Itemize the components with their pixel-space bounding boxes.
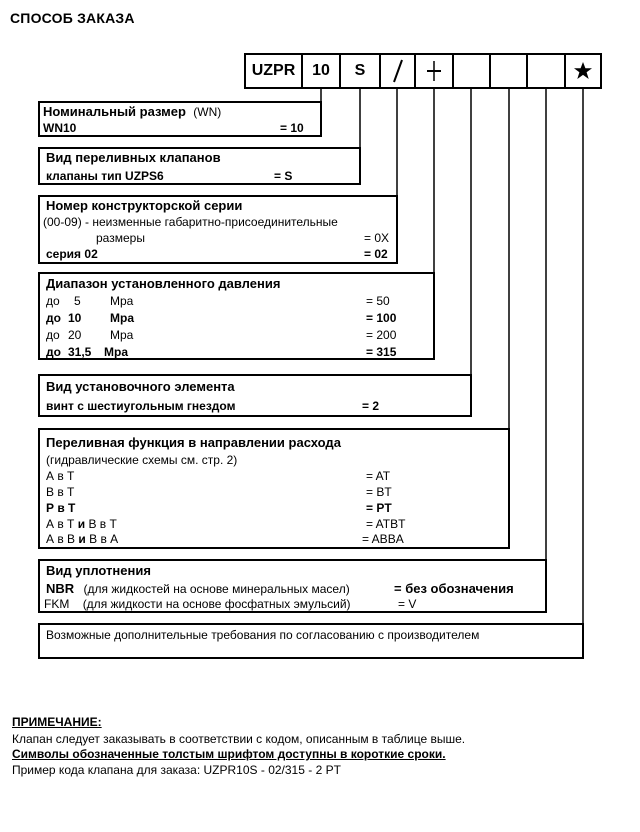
seal-row [44, 596, 351, 613]
setting-element-label: винт с шестиугольным гнездом [46, 399, 236, 413]
function-row-code: = ATBT [366, 517, 406, 531]
pressure-value: 10 [68, 311, 82, 325]
nominal-size-label: WN10 [43, 121, 77, 135]
overflow-function-box [38, 428, 510, 549]
nominal-size-header: Номинальный размер [43, 104, 186, 119]
series-desc-code: = 0X [364, 231, 390, 245]
pressure-code: = 50 [366, 294, 390, 308]
seal-box [38, 559, 547, 613]
series-label: серия 02 [46, 247, 98, 261]
function-row-label-part: В в Т [85, 517, 117, 531]
pressure-value: 5 [74, 294, 81, 308]
function-header: Переливная функция в направлении расхода [46, 435, 341, 450]
note-line-1: Клапан следует заказывать в соответствии с кодом, описанным в таблице выше. [12, 732, 466, 746]
setting-element-code: = 2 [362, 399, 380, 413]
seal-desc: (для жидкостей на основе минеральных масел) [83, 582, 350, 596]
function-row-label-part: А в В [46, 532, 79, 546]
series-header: Номер конструкторской серии [46, 198, 243, 213]
nominal-size-note: (WN) [193, 105, 222, 119]
pressure-prefix: до [46, 328, 60, 342]
seal-desc: (для жидкости на основе фосфатных эмульсий) [82, 597, 351, 611]
note-line-3: Пример кода клапана для заказа: UZPR10S - 02/315 - 2 PT [12, 763, 341, 777]
extra-requirements-text: Возможные дополнительные требования по согласованию с производителем [46, 628, 480, 642]
pressure-prefix: до [46, 345, 61, 359]
seal-header: Вид уплотнения [46, 563, 151, 578]
pressure-unit: Mpa [104, 345, 128, 359]
code-cell-type: UZPR [244, 53, 303, 89]
function-row-label: А в Т [46, 469, 75, 483]
function-row-label-and: и [78, 532, 86, 546]
valve-type-header: Вид переливных клапанов [46, 150, 221, 165]
series-desc-line1: (00-09) - неизменные габаритно-присоединительные [43, 215, 338, 229]
code-cell-valve-type: S [339, 53, 381, 89]
nominal-size-box [38, 101, 322, 137]
nominal-size-code: = 10 [280, 121, 304, 135]
setting-element-box [38, 374, 472, 417]
function-row-code: = AT [366, 469, 391, 483]
pressure-code: = 315 [366, 345, 397, 359]
valve-type-code: = S [274, 169, 293, 183]
pressure-unit: Mpa [110, 311, 134, 325]
function-subheader: (гидравлические схемы см. стр. 2) [46, 453, 238, 467]
seal-code: = V [398, 597, 417, 611]
function-row-label-and: и [77, 517, 86, 531]
pressure-prefix: до [46, 294, 60, 308]
note-line-2: Символы обозначенные толстым шрифтом доступны в короткие сроки. [12, 747, 446, 761]
pressure-value: 20 [68, 328, 82, 342]
pressure-header: Диапазон установленного давления [46, 276, 281, 291]
function-row-label-part: А в Т [46, 517, 78, 531]
pressure-value: 31,5 [68, 345, 92, 359]
function-row-code: = ABBA [362, 532, 404, 546]
pressure-code: = 100 [366, 311, 397, 325]
note-heading: ПРИМЕЧАНИЕ: [12, 715, 102, 729]
function-row-label: Р в Т [46, 501, 76, 515]
extra-requirements-box [38, 623, 584, 659]
setting-element-header: Вид установочного элемента [46, 379, 235, 394]
seal-key: NBR [46, 581, 75, 596]
pressure-prefix: до [46, 311, 61, 325]
pressure-box [38, 272, 435, 360]
seal-code: = без обозначения [394, 581, 514, 596]
pressure-unit: Mpa [110, 294, 134, 308]
function-row-label [46, 531, 118, 548]
pressure-unit: Mpa [110, 328, 134, 342]
function-row-code: = BT [366, 485, 392, 499]
code-cell-size: 10 [301, 53, 341, 89]
seal-key: FKM [44, 597, 70, 611]
series-desc-line2: размеры [96, 231, 145, 245]
series-code: = 02 [364, 247, 388, 261]
function-row-label-part: В в А [85, 532, 119, 546]
function-row-code: = PT [366, 501, 392, 515]
valve-type-label: клапаны тип UZPS6 [46, 169, 164, 183]
function-row-label: В в Т [46, 485, 75, 499]
pressure-code: = 200 [366, 328, 397, 342]
valve-type-box [38, 147, 361, 185]
page-title: СПОСОБ ЗАКАЗА [10, 10, 135, 26]
series-box [38, 195, 398, 264]
